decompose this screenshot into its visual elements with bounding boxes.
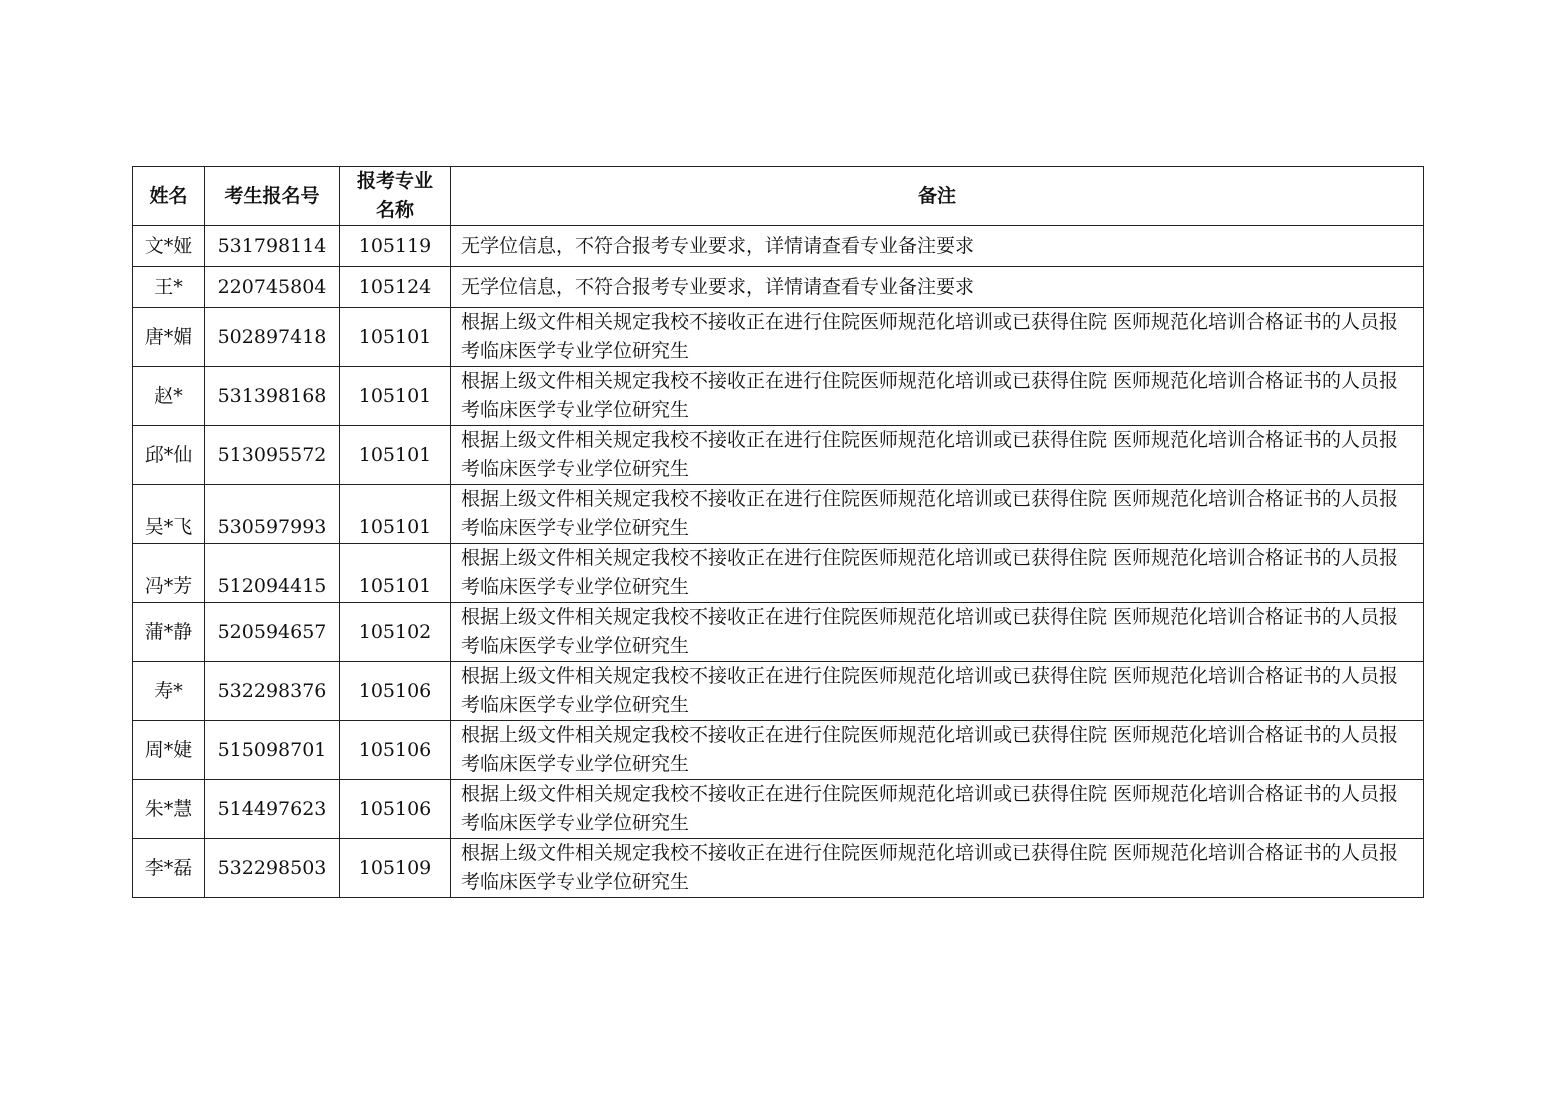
cell-major: 105101 xyxy=(340,426,451,485)
cell-major: 105101 xyxy=(340,367,451,426)
table-row xyxy=(133,485,1424,544)
cell-major: 105101 xyxy=(340,485,451,544)
cell-remark: 根据上级文件相关规定我校不接收正在进行住院医师规范化培训或已获得住院 医师规范化培训合格证书的人员报考临床医学专业学位研究生 xyxy=(451,426,1424,485)
cell-exam-id: 531398168 xyxy=(205,367,340,426)
cell-name: 冯*芳 xyxy=(133,544,205,603)
cell-exam-id: 513095572 xyxy=(205,426,340,485)
cell-remark: 根据上级文件相关规定我校不接收正在进行住院医师规范化培训或已获得住院 医师规范化培训合格证书的人员报考临床医学专业学位研究生 xyxy=(451,780,1424,839)
table-row xyxy=(133,426,1424,485)
cell-remark: 根据上级文件相关规定我校不接收正在进行住院医师规范化培训或已获得住院 医师规范化培训合格证书的人员报考临床医学专业学位研究生 xyxy=(451,544,1424,603)
cell-exam-id: 220745804 xyxy=(205,267,340,308)
cell-name: 周*婕 xyxy=(133,721,205,780)
cell-major: 105106 xyxy=(340,780,451,839)
cell-exam-id: 514497623 xyxy=(205,780,340,839)
cell-exam-id: 530597993 xyxy=(205,485,340,544)
cell-remark: 根据上级文件相关规定我校不接收正在进行住院医师规范化培训或已获得住院 医师规范化培训合格证书的人员报考临床医学专业学位研究生 xyxy=(451,662,1424,721)
table-row xyxy=(133,544,1424,603)
cell-remark: 根据上级文件相关规定我校不接收正在进行住院医师规范化培训或已获得住院 医师规范化培训合格证书的人员报考临床医学专业学位研究生 xyxy=(451,603,1424,662)
cell-remark: 无学位信息，不符合报考专业要求，详情请查看专业备注要求 xyxy=(451,267,1424,308)
cell-name: 李*磊 xyxy=(133,839,205,898)
cell-exam-id: 502897418 xyxy=(205,308,340,367)
cell-exam-id: 532298503 xyxy=(205,839,340,898)
cell-name: 王* xyxy=(133,267,205,308)
cell-remark: 根据上级文件相关规定我校不接收正在进行住院医师规范化培训或已获得住院 医师规范化培训合格证书的人员报考临床医学专业学位研究生 xyxy=(451,367,1424,426)
cell-name: 吴*飞 xyxy=(133,485,205,544)
table-row xyxy=(133,780,1424,839)
cell-major: 105102 xyxy=(340,603,451,662)
cell-name: 蒲*静 xyxy=(133,603,205,662)
cell-remark: 根据上级文件相关规定我校不接收正在进行住院医师规范化培训或已获得住院 医师规范化培训合格证书的人员报考临床医学专业学位研究生 xyxy=(451,839,1424,898)
table-row xyxy=(133,367,1424,426)
cell-name: 寿* xyxy=(133,662,205,721)
table-row xyxy=(133,721,1424,780)
cell-major: 105106 xyxy=(340,662,451,721)
cell-exam-id: 532298376 xyxy=(205,662,340,721)
cell-name: 赵* xyxy=(133,367,205,426)
table-row xyxy=(133,603,1424,662)
cell-major: 105124 xyxy=(340,267,451,308)
cell-remark: 根据上级文件相关规定我校不接收正在进行住院医师规范化培训或已获得住院 医师规范化培训合格证书的人员报考临床医学专业学位研究生 xyxy=(451,721,1424,780)
cell-major: 105109 xyxy=(340,839,451,898)
cell-name: 朱*慧 xyxy=(133,780,205,839)
table-row xyxy=(133,662,1424,721)
table-row xyxy=(133,308,1424,367)
table-header-row xyxy=(133,167,1424,226)
cell-exam-id: 512094415 xyxy=(205,544,340,603)
cell-exam-id: 520594657 xyxy=(205,603,340,662)
header-major: 报考专业 名称 xyxy=(340,167,451,226)
cell-exam-id: 531798114 xyxy=(205,226,340,267)
table-row xyxy=(133,226,1424,267)
table-row xyxy=(133,267,1424,308)
header-name: 姓名 xyxy=(133,167,205,226)
cell-major: 105119 xyxy=(340,226,451,267)
cell-name: 邱*仙 xyxy=(133,426,205,485)
cell-remark: 根据上级文件相关规定我校不接收正在进行住院医师规范化培训或已获得住院 医师规范化培训合格证书的人员报考临床医学专业学位研究生 xyxy=(451,485,1424,544)
cell-major: 105106 xyxy=(340,721,451,780)
header-remark: 备注 xyxy=(451,167,1424,226)
cell-remark: 无学位信息，不符合报考专业要求，详情请查看专业备注要求 xyxy=(451,226,1424,267)
cell-name: 唐*媚 xyxy=(133,308,205,367)
cell-major: 105101 xyxy=(340,308,451,367)
cell-remark: 根据上级文件相关规定我校不接收正在进行住院医师规范化培训或已获得住院 医师规范化培训合格证书的人员报考临床医学专业学位研究生 xyxy=(451,308,1424,367)
cell-exam-id: 515098701 xyxy=(205,721,340,780)
candidate-table xyxy=(132,166,1424,898)
table-row xyxy=(133,839,1424,898)
cell-major: 105101 xyxy=(340,544,451,603)
cell-name: 文*娅 xyxy=(133,226,205,267)
header-exam-id: 考生报名号 xyxy=(205,167,340,226)
